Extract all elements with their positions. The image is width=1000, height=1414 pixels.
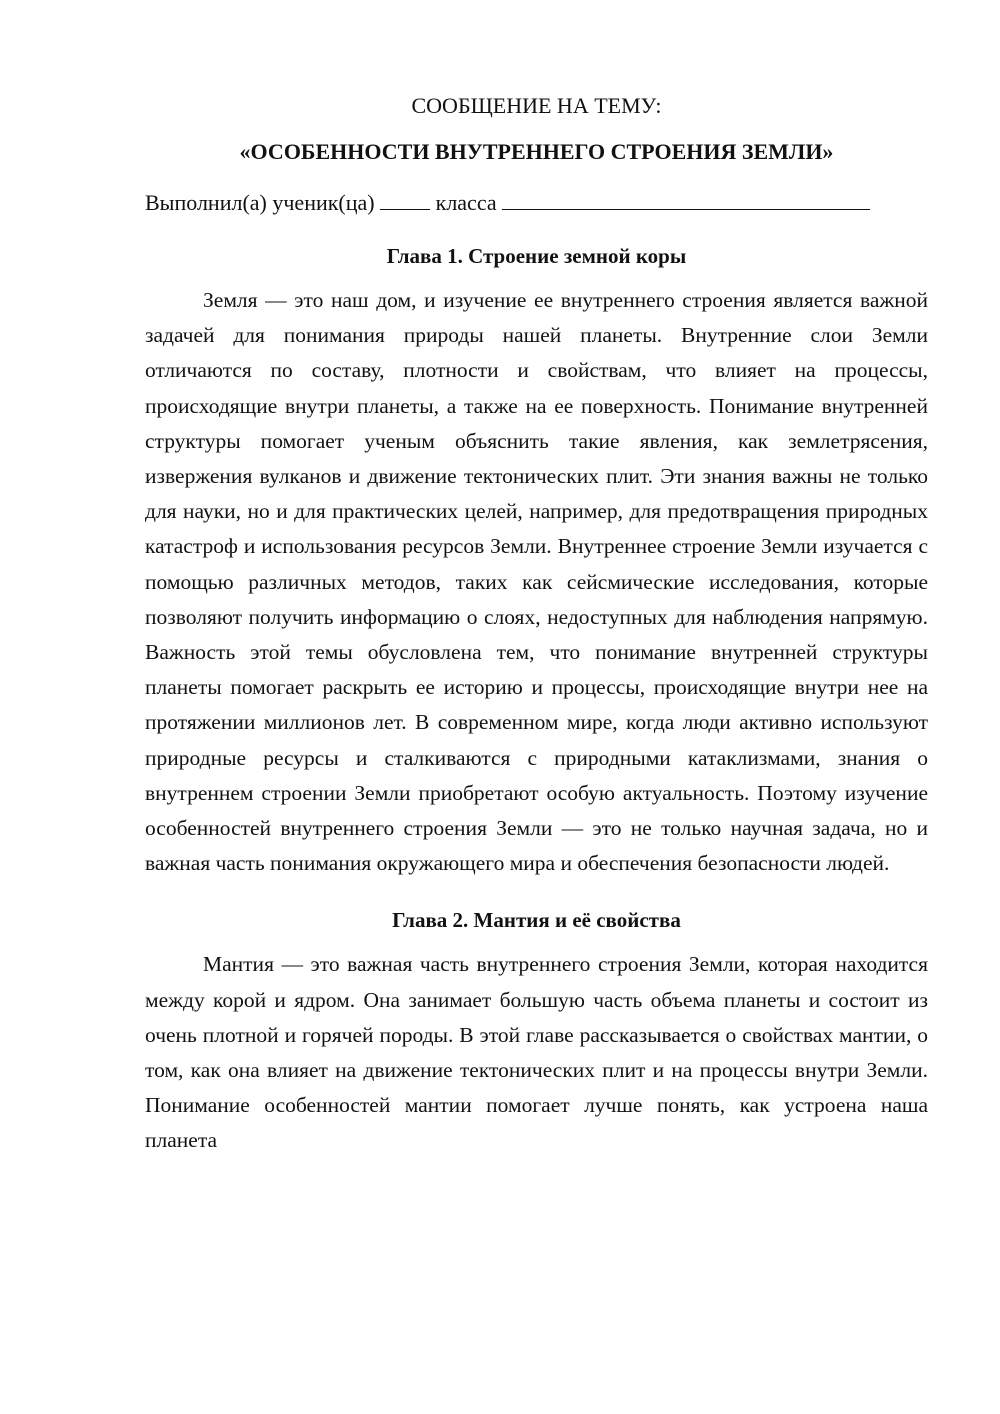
report-title: «ОСОБЕННОСТИ ВНУТРЕННЕГО СТРОЕНИЯ ЗЕМЛИ» — [239, 139, 834, 164]
report-header: СООБЩЕНИЕ НА ТЕМУ: — [411, 93, 662, 118]
author-prefix: Выполнил(а) ученик(ца) — [145, 190, 375, 215]
chapter-1-title: Глава 1. Строение земной коры — [386, 244, 687, 268]
class-number-blank[interactable] — [380, 188, 430, 210]
chapter-2-paragraph: Мантия — это важная часть внутреннего строения Земли, которая находится между корой и ядром. Она занимает большую часть объема планеты и состоит из очень плотной и горячей породы. В этой главе рассказывается о свойствах мантии, о том, как она влияет на движение тектонических плит и на процессы внутри Земли. Понимание особенностей мантии помогает лучше понять, как устроена наша планета — [145, 952, 928, 1153]
author-line — [145, 188, 928, 217]
student-name-blank[interactable] — [502, 188, 870, 210]
chapter-1-paragraph: Земля — это наш дом, и изучение ее внутреннего строения является важной задачей для понимания природы нашей планеты. Внутренние слои Земли отличаются по составу, плотности и свойствам, что влияет на процессы, происходящие внутри планеты, а также на ее поверхность. Понимание внутренней структуры помогает ученым объяснить такие явления, как землетрясения, извержения вулканов и движение тектонических плит. Эти знания важны не только для науки, но и для практических целей, например, для предотвращения природных катастроф и использования ресурсов Земли. Внутреннее строение Земли изучается с помощью различных методов, таких как сейсмические исследования, которые позволяют получить информацию о слоях, недоступных для наблюдения напрямую. Важность этой темы обусловлена тем, что понимание внутренней структуры планеты помогает раскрыть ее историю и процессы, происходящие внутри нее на протяжении миллионов лет. В современном мире, когда люди активно используют природные ресурсы и сталкиваются с природными катаклизмами, знания о внутреннем строении Земли приобретают особую актуальность. Поэтому изучение особенностей внутреннего строения Земли — это не только научная задача, но и важная часть понимания окружающего мира и обеспечения безопасности людей. — [145, 288, 928, 876]
class-label: класса — [435, 190, 497, 215]
chapter-2-title: Глава 2. Мантия и её свойства — [392, 908, 681, 933]
document-page — [145, 92, 928, 1159]
